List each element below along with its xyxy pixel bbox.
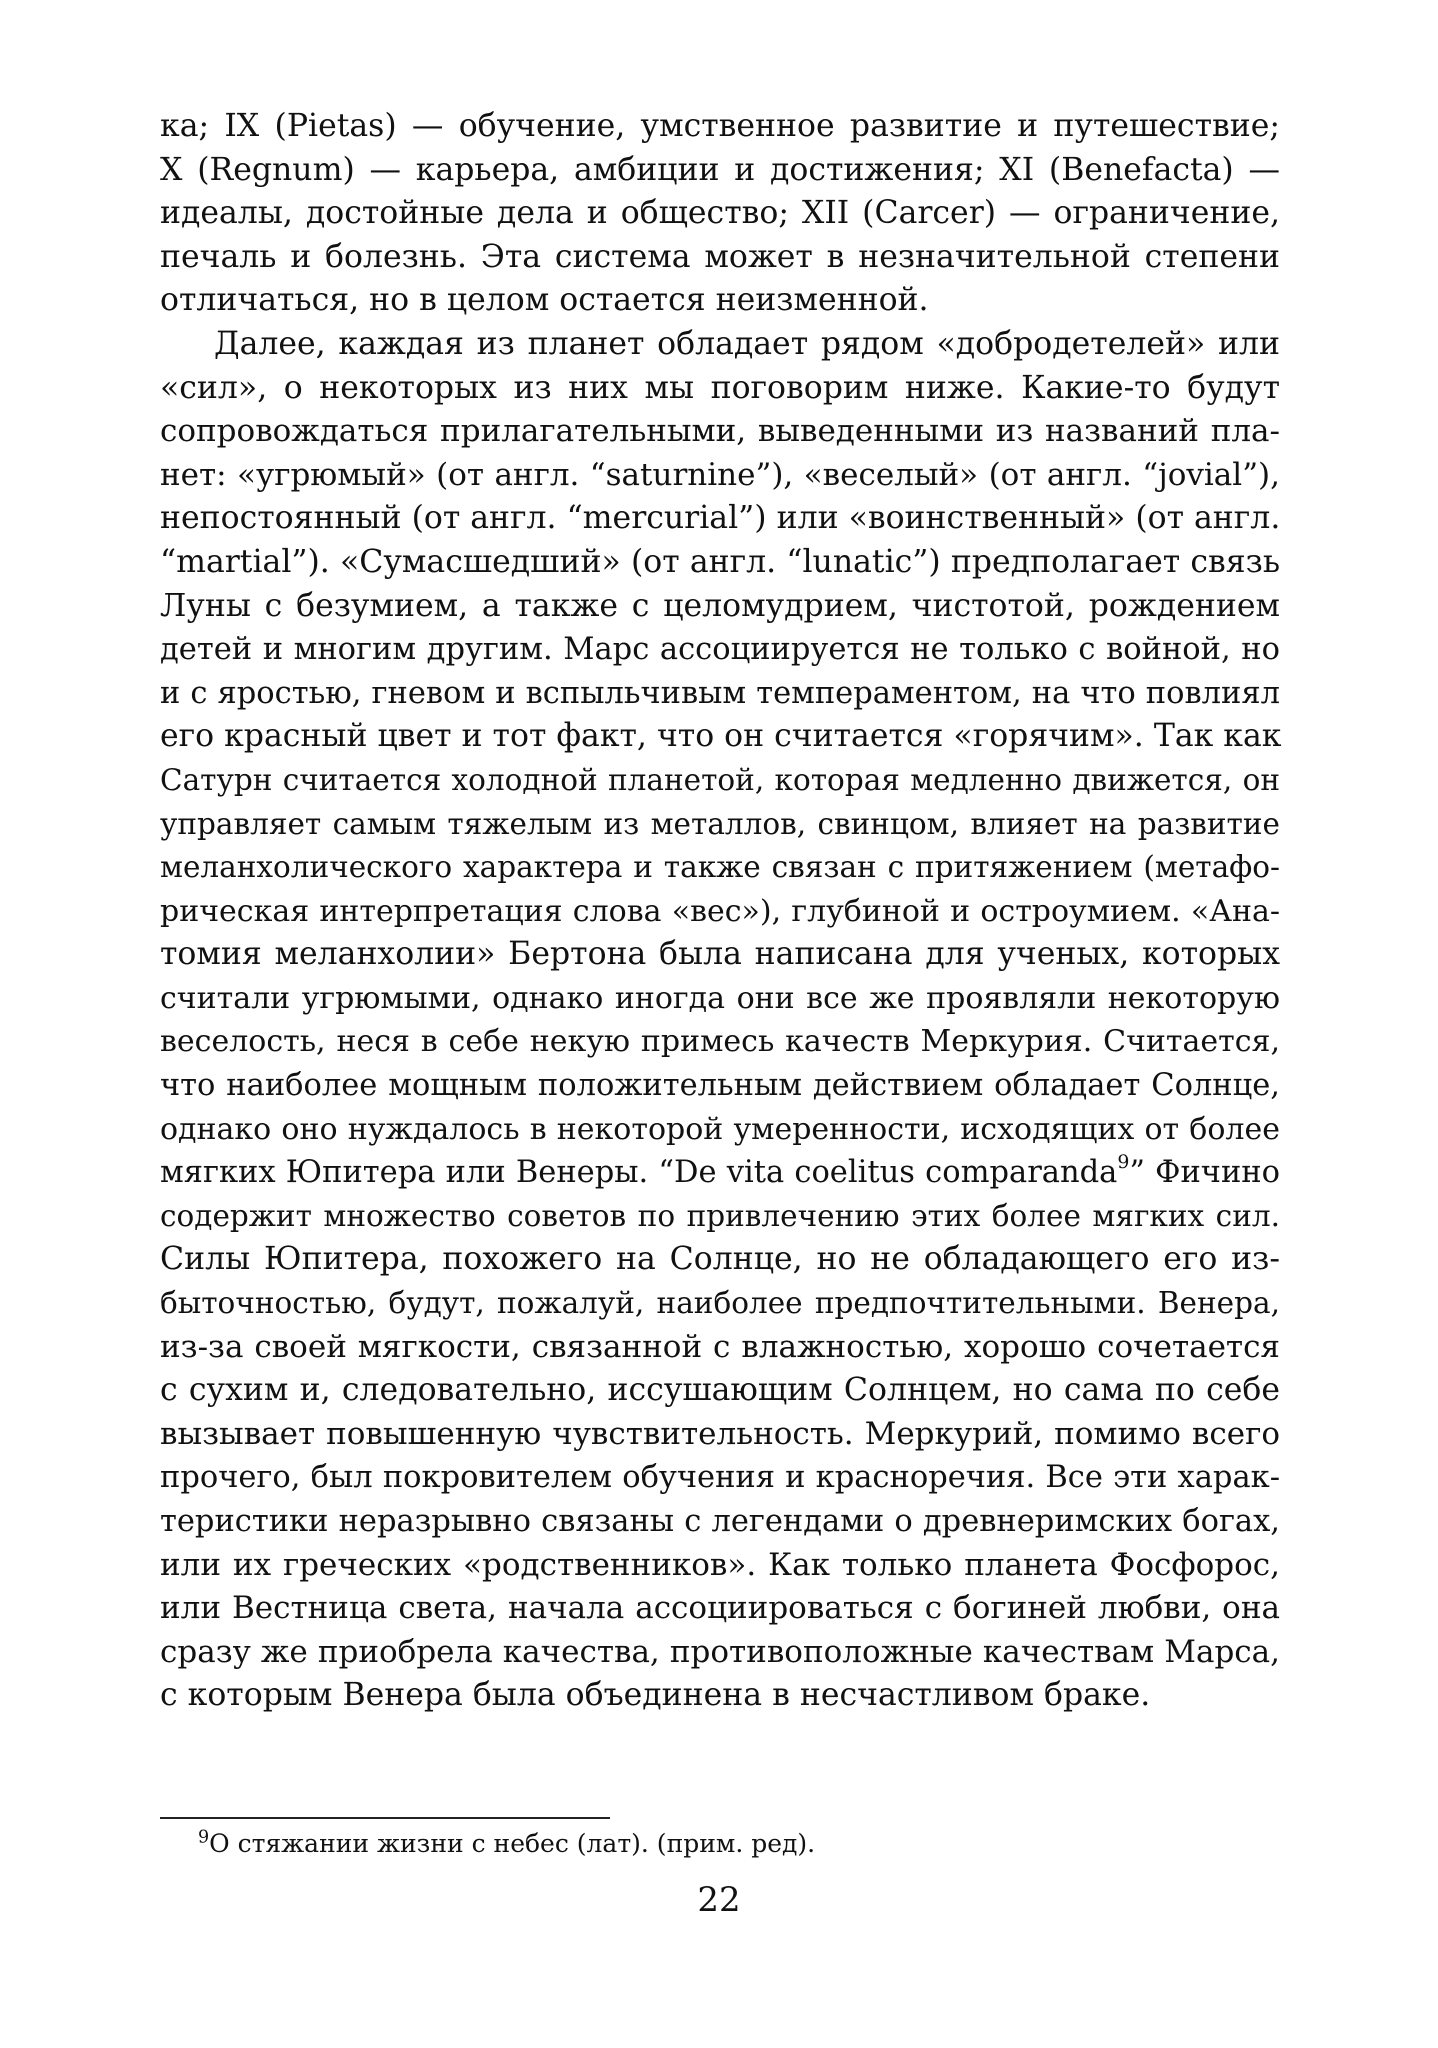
paragraph-1 — [160, 105, 1280, 323]
text-line: отличаться, но в целом остается неизменной. — [160, 282, 929, 319]
text-line: X (Regnum) — карьера, амбиции и достижения; XI (Benefacta) — — [160, 151, 1280, 188]
text-line: нет: «угрюмый» (от англ. “saturnine”), «веселый» (от англ. “jovial”), — [160, 456, 1280, 493]
text-line: рическая интерпретация слова «вес»), глубиной и остроумием. «Ана- — [160, 893, 1280, 929]
footnote-marker: 9 — [198, 1827, 210, 1848]
text-line: с которым Венера была объединена в несчастливом браке. — [160, 1677, 1151, 1714]
text-line: содержит множество советов по привлечению этих более мягких сил. — [160, 1198, 1280, 1233]
text-line: сопровождаться прилагательными, выведенными из названий пла- — [160, 413, 1280, 450]
text-line: и с яростью, гневом и вспыльчивым темпераментом, на что повлиял — [160, 675, 1280, 711]
text-line: Силы Юпитера, похожего на Солнце, но не обладающего его из- — [160, 1241, 1280, 1278]
text-line: теристики неразрывно связаны с легендами о древнеримских богах, — [160, 1504, 1280, 1539]
paragraph-2 — [160, 323, 1280, 1718]
text-line: Далее, каждая из планет обладает рядом «добродетелей» или — [214, 325, 1280, 362]
text-line: что наиболее мощным положительным действием обладает Солнце, — [160, 1068, 1280, 1104]
text-line: непостоянный (от англ. “mercurial”) или «воинственный» (от англ. — [160, 500, 1281, 537]
text-line: вызывает повышенную чувствительность. Меркурий, помимо всего — [160, 1415, 1280, 1452]
footnote-reference[interactable]: 9 — [1117, 1151, 1130, 1174]
text-line: меланхолического характера и также связан с притяжением (метафо- — [160, 850, 1280, 885]
text-line: прочего, был покровителем обучения и красноречия. Все эти харак- — [160, 1460, 1280, 1496]
text-line: или Вестница света, начала ассоциироваться с богиней любви, она — [160, 1590, 1280, 1627]
text-line: или их греческих «родственников». Как только планета Фосфорос, — [160, 1546, 1280, 1583]
text-line: сразу же приобрела качества, противоположные качествам Марса, — [160, 1633, 1280, 1670]
text-line: Сатурн считается холодной планетой, которая медленно движется, он — [160, 762, 1280, 797]
text-line: «сил», о некоторых из них мы поговорим ниже. Какие-то будут — [160, 369, 1280, 406]
text-line: “martial”). «Сумасшедший» (от англ. “lunatic”) предполагает связь — [160, 543, 1280, 580]
text-line: его красный цвет и тот факт, что он считается «горячим». Так как — [160, 718, 1282, 755]
text-line: томия меланхолии» Бертона была написана для ученых, которых — [160, 936, 1280, 973]
text-line: быточностью, будут, пожалуй, наиболее предпочтительными. Венера, — [160, 1286, 1280, 1321]
text-line: печаль и болезнь. Эта система может в незначительной степени — [160, 238, 1280, 275]
page-number: 22 — [697, 1880, 741, 1920]
footnote-divider — [160, 1817, 610, 1819]
text-line: из-за своей мягкости, связанной с влажностью, хорошо сочетается — [160, 1328, 1280, 1365]
text-line: ка; IX (Pietas) — обучение, умственное развитие и путешествие; — [160, 108, 1280, 144]
text-line: считали угрюмыми, однако иногда они все же проявляли некоторую — [160, 980, 1280, 1016]
text-line: управляет самым тяжелым из металлов, свинцом, влияет на развитие — [160, 806, 1280, 841]
footnote — [198, 1828, 815, 1860]
text-segment: мягких Юпитера или Венеры. “De vita coelitus comparanda — [160, 1155, 1118, 1191]
text-segment: ” Фичино — [1129, 1155, 1280, 1191]
text-line-with-footnote-ref — [160, 1151, 1280, 1195]
text-line: Луны с безумием, а также с целомудрием, чистотой, рождением — [160, 587, 1280, 624]
text-line: однако оно нуждалось в некоторой умеренности, исходящих от более — [160, 1111, 1280, 1147]
page-body — [160, 105, 1280, 1718]
text-line: идеалы, достойные дела и общество; XII (Carcer) — ограничение, — [160, 195, 1280, 232]
text-line: веселость, неся в себе некую примесь качеств Меркурия. Считается, — [160, 1024, 1280, 1060]
text-line: с сухим и, следовательно, иссушающим Солнцем, но сама по себе — [160, 1372, 1280, 1409]
footnote-text: О стяжании жизни с небес (лат). (прим. ред). — [209, 1829, 816, 1858]
text-line: детей и многим другим. Марс ассоциируется не только с войной, но — [160, 632, 1280, 668]
